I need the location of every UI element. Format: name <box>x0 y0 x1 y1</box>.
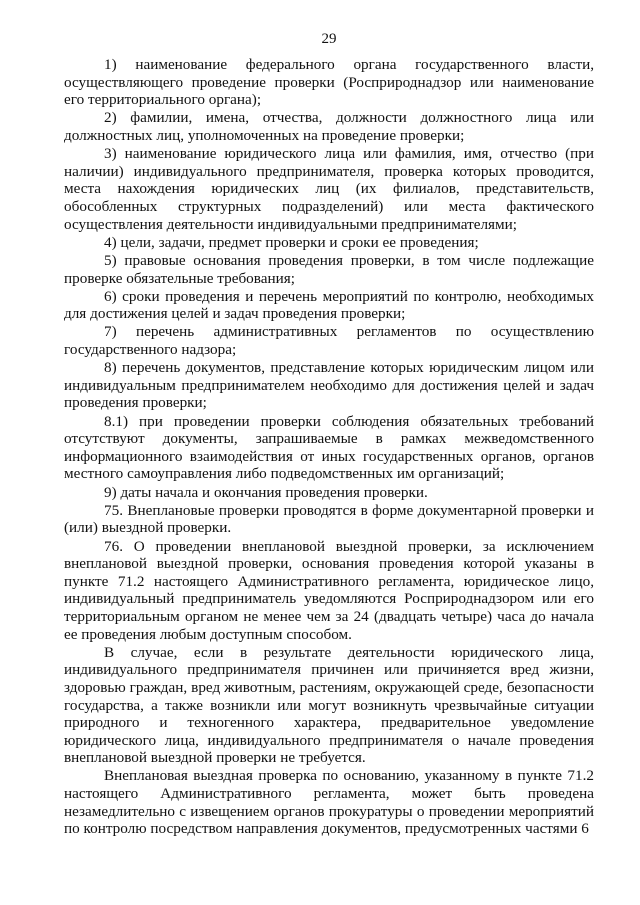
paragraph-item-7: 7) перечень административных регламентов по осуществлению государственного надзора; <box>64 323 594 359</box>
paragraph-item-5: 5) правовые основания проведения проверки, в том числе подлежащие проверке обязательные требования; <box>64 251 594 287</box>
paragraph-item-3: 3) наименование юридического лица или фамилия, имя, отчество (при наличии) индивидуального предпринимателя, проверка которых проводится, места нахождения юридических лиц (их филиалов, представительств, обособленных структурных подразделений) или места фактического осуществления деятельности индивидуальными предпринимателями; <box>64 145 594 233</box>
paragraph-76: 76. О проведении внеплановой выездной проверки, за исключением внеплановой выездной проверки, основания проведения которой указаны в пункте 71.2 настоящего Административного регламента, юридическое лицо, индивидуальный предприниматель уведомляются Росприроднадзором или его территориальным органом не менее чем за 24 (двадцать четыре) часа до начала ее проведения любым доступным способом. <box>64 537 594 643</box>
paragraph-emergency-case: В случае, если в результате деятельности юридического лица, индивидуального предпринимателя причинен или причиняется вред жизни, здоровью граждан, вред животным, растениям, окружающей среде, безопасности государства, а также возникли или могут возникнуть чрезвычайные ситуации природного и техногенного характера, предварительное уведомление юридического лица, индивидуального предпринимателя о начале проведения внеплановой выездной проверки не требуется. <box>64 643 594 767</box>
paragraph-item-8-1: 8.1) при проведении проверки соблюдения обязательных требований отсутствуют документы, запрашиваемые в рамках межведомственного информационного взаимодействия от иных государственных органов, органов местного самоуправления либо подведомственных им организаций; <box>64 412 594 483</box>
paragraph-item-9: 9) даты начала и окончания проведения проверки. <box>104 483 428 501</box>
paragraph-item-4: 4) цели, задачи, предмет проверки и сроки ее проведения; <box>104 233 479 251</box>
paragraph-item-6: 6) сроки проведения и перечень мероприятий по контролю, необходимых для достижения целей и задач проведения проверки; <box>64 287 594 323</box>
paragraph-75: 75. Внеплановые проверки проводятся в форме документарной проверки и (или) выездной проверки. <box>64 501 594 537</box>
paragraph-item-1: 1) наименование федерального органа государственного власти, осуществляющего проведение проверки (Росприроднадзор или наименование его территориального органа); <box>64 56 594 109</box>
paragraph-unscheduled-inspection: Внеплановая выездная проверка по основанию, указанному в пункте 71.2 настоящего Административного регламента, может быть проведена незамедлительно с извещением органов прокуратуры о проведении мероприятий по контролю посредством направления документов, предусмотренных частями 6 <box>64 767 594 838</box>
paragraph-item-8: 8) перечень документов, представление которых юридическим лицом или индивидуальным предпринимателем необходимо для достижения целей и задач проведения проверки; <box>64 359 594 412</box>
page-number: 29 <box>321 31 337 47</box>
paragraph-item-2: 2) фамилии, имена, отчества, должности должностного лица или должностных лиц, уполномоченных на проведение проверки; <box>64 109 594 144</box>
